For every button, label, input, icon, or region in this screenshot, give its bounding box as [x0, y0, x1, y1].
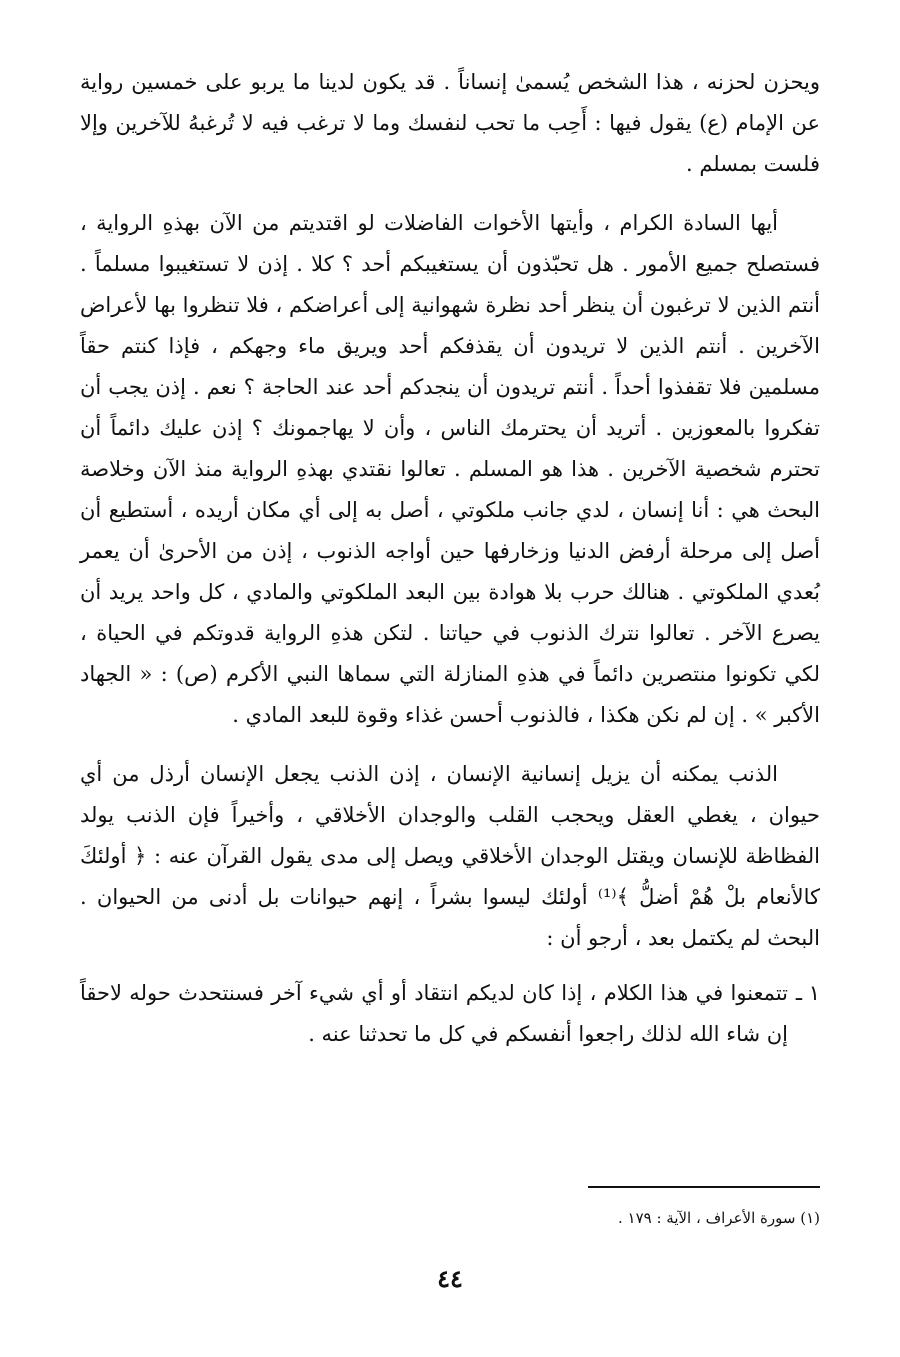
paragraph-3: الذنب يمكنه أن يزيل إنسانية الإنسان ، إذن الذنب يجعل الإنسان أرذل من أي حيوان ، يغطي العقل ويحجب القلب والوجدان الأخلاقي ، وأخيراً فإن الذنب يولد الفظاظة للإنسان ويقتل الوجدان الأخلاقي ويصل إلى مدى يقول القرآن عنه : ﴿ أولئكَ كالأنعام بلْ هُمْ أضلُّ ﴾⁽¹⁾ أولئك ليسوا بشراً ، إنهم حيوانات بل أدنى من الحيوان . البحث لم يكتمل بعد ، أرجو أن : — [80, 762, 820, 950]
list-item-number: ١ ـ — [795, 981, 820, 1005]
list-item — [80, 973, 820, 1055]
paragraph-2: أيها السادة الكرام ، وأيتها الأخوات الفاضلات لو اقتديتم من الآن بهذهِ الرواية ، فستصلح جميع الأمور . هل تحبّذون أن يستغيبكم أحد ؟ كلا . إذن لا تستغيبوا مسلماً . أنتم الذين لا ترغبون أن ينظر أحد نظرة شهوانية إلى أعراضكم ، فلا تنظروا بها لأعراض الآخرين . أنتم الذين لا تريدون أن يقذفكم أحد ويريق ماء وجهكم ، فإذا كنتم حقاً مسلمين فلا تقفذوا أحداً . أنتم تريدون أن ينجدكم أحد عند الحاجة ؟ نعم . إذن يجب أن تفكروا بالمعوزين . أتريد أن يحترمك الناس ، وأن لا يهاجمونك ؟ إذن عليك دائماً أن تحترم شخصية الآخرين . هذا هو المسلم . تعالوا نقتدي بهذهِ الرواية منذ الآن وخلاصة البحث هي : أنا إنسان ، لدي جانب ملكوتي ، أصل به إلى أي مكان أريده ، أستطيع أن أصل إلى مرحلة أرفض الدنيا وزخارفها حين أواجه الذنوب ، إذن من الأحرىٰ أن يعمر بُعدي الملكوتي . هنالك حرب بلا هوادة بين البعد الملكوتي والمادي ، كل واحد يريد أن يصرع الآخر . تعالوا نترك الذنوب في حياتنا . لتكن هذهِ الرواية قدوتكم في الحياة ، لكي تكونوا منتصرين دائماً في هذهِ المنازلة التي سماها النبي الأكرم (ص) : « الجهاد الأكبر » . إن لم نكن هكذا ، فالذنوب أحسن غذاء وقوة للبعد المادي . — [80, 211, 820, 727]
page-number: ٤٤ — [437, 1264, 463, 1293]
list-item-text: تتمعنوا في هذا الكلام ، إذا كان لديكم انتقاد أو أي شيء آخر فسنتحدث حوله لاحقاً إن شاء الله لذلك راجعوا أنفسكم في كل ما تحدثنا عنه . — [80, 981, 788, 1046]
footnote-divider — [588, 1186, 820, 1188]
footnote: (١) سورة الأعراف ، الآية : ١٧٩ . — [617, 1209, 820, 1227]
page-body — [80, 62, 820, 1055]
paragraph-1: ويحزن لحزنه ، هذا الشخص يُسمىٰ إنساناً . قد يكون لدينا ما يربو على خمسين رواية عن الإمام (ع) يقول فيها : أَحِب ما تحب لنفسك وما لا ترغب فيه لا تُرغبهُ للآخرين وإلا فلست بمسلم . — [80, 70, 820, 176]
